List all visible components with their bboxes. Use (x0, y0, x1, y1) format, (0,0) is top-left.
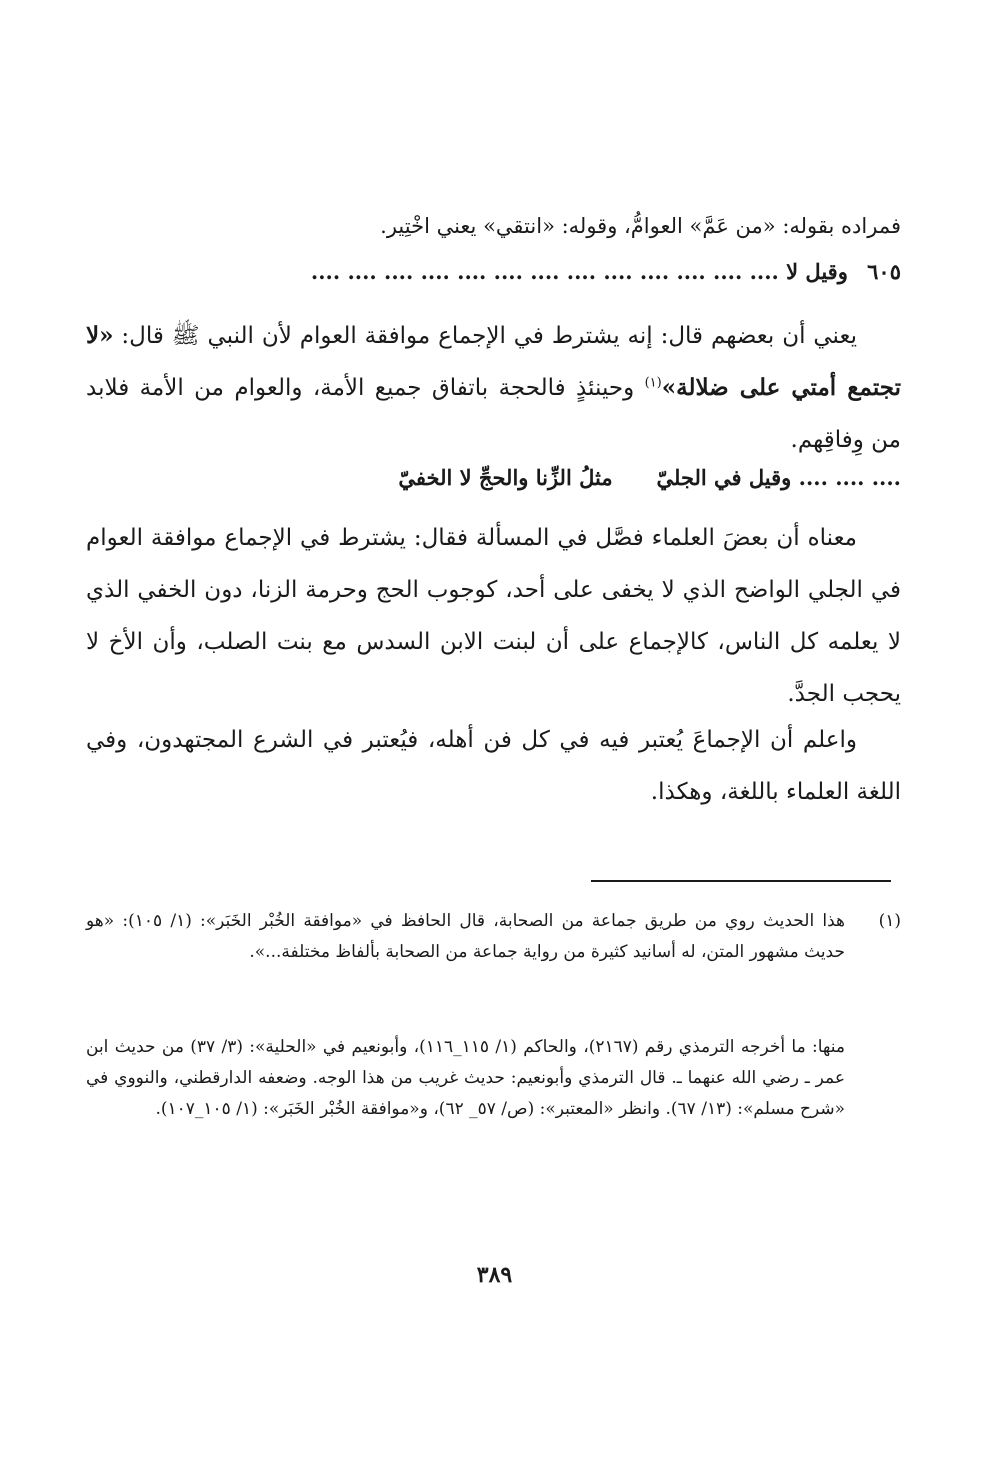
footnote-1-continuation (86, 1032, 901, 1125)
footnote-1 (86, 906, 901, 968)
footnote-1-text: هذا الحديث روي من طريق جماعة من الصحابة، قال الحافظ في «موافقة الخُبْر الخَبَر»: (١/ ١٠٥): «هو حديث مشهور المتن، له أسانيد كثيرة من رواية جماعة من الصحابة بألفاظ مختلفة...». (86, 911, 845, 962)
verse-lead-dots: .... .... .... (798, 465, 901, 490)
footnote-reference: (١) (644, 375, 662, 391)
verse-line-605 (86, 252, 901, 292)
page-number: ٣٨٩ (476, 1262, 513, 1288)
paragraph-3: واعلم أن الإجماعَ يُعتبر فيه في كل فن أهله، فيُعتبر في الشرع المجتهدون، وفي اللغة العلماء باللغة، وهكذا. (86, 727, 901, 805)
verse-second-hemistich: مثلُ الزِّنا والحجِّ لا الخفيّ (398, 465, 613, 490)
verse-dots: .... .... .... .... .... .... .... .... .... .... .... .... .... (310, 259, 779, 284)
intro-line (86, 206, 901, 246)
footnote-2-text: منها: ما أخرجه الترمذي رقم (٢١٦٧)، والحاكم (١/ ١١٥_١١٦)، وأبونعيم في «الحلية»: (٣/ ٣٧) من حديث ابن عمر ـ رضي الله عنهما ـ. قال الترمذي وأبونعيم: حديث غريب من هذا الوجه. وضعفه الدارقطني، والنووي في «شرح مسلم»: (١٣/ ٦٧). وانظر «المعتبر»: (ص/ ٥٧_ ٦٢)، و«موافقة الخُبْر الخَبَر»: (١/ ١٠٥_١٠٧). (86, 1037, 845, 1119)
paragraph-2: معناه أن بعضَ العلماء فصَّل في المسألة فقال: يشترط في الإجماع موافقة العوام في الجلي الواضح الذي لا يخفى على أحد، كوجوب الحج وحرمة الزنا، دون الخفي الذي لا يعلمه كل الناس، كالإجماع على أن لبنت الابن السدس مع بنت الصلب، وأن الأخ لا يحجب الجدَّ. (86, 525, 901, 707)
intro-text: فمراده بقوله: «من عَمَّ» العوامُّ، وقوله: «انتقي» يعني اخْتِير. (380, 214, 901, 238)
hadith-quote: «لا تجتمع أمتي على ضلالة» (86, 322, 902, 401)
verse-line-jali (86, 458, 901, 498)
paragraph-1 (86, 310, 901, 466)
footnote-divider (591, 880, 891, 882)
paragraph-1-part-2: وحينئذٍ فالحجة باتفاق جميع الأمة، والعوام من الأمة فلابد من وِفاقِهم. (86, 375, 901, 453)
verse-number: ٦٠٥ (867, 259, 901, 284)
verse-text: وقيل لا (786, 259, 848, 284)
paragraph-1-part-1: يعني أن بعضهم قال: إنه يشترط في الإجماع موافقة العوام لأن النبي ﷺ قال: (113, 323, 857, 349)
footnote-number: (١) (878, 911, 901, 931)
verse-text: وقيل في الجليّ (656, 465, 792, 490)
